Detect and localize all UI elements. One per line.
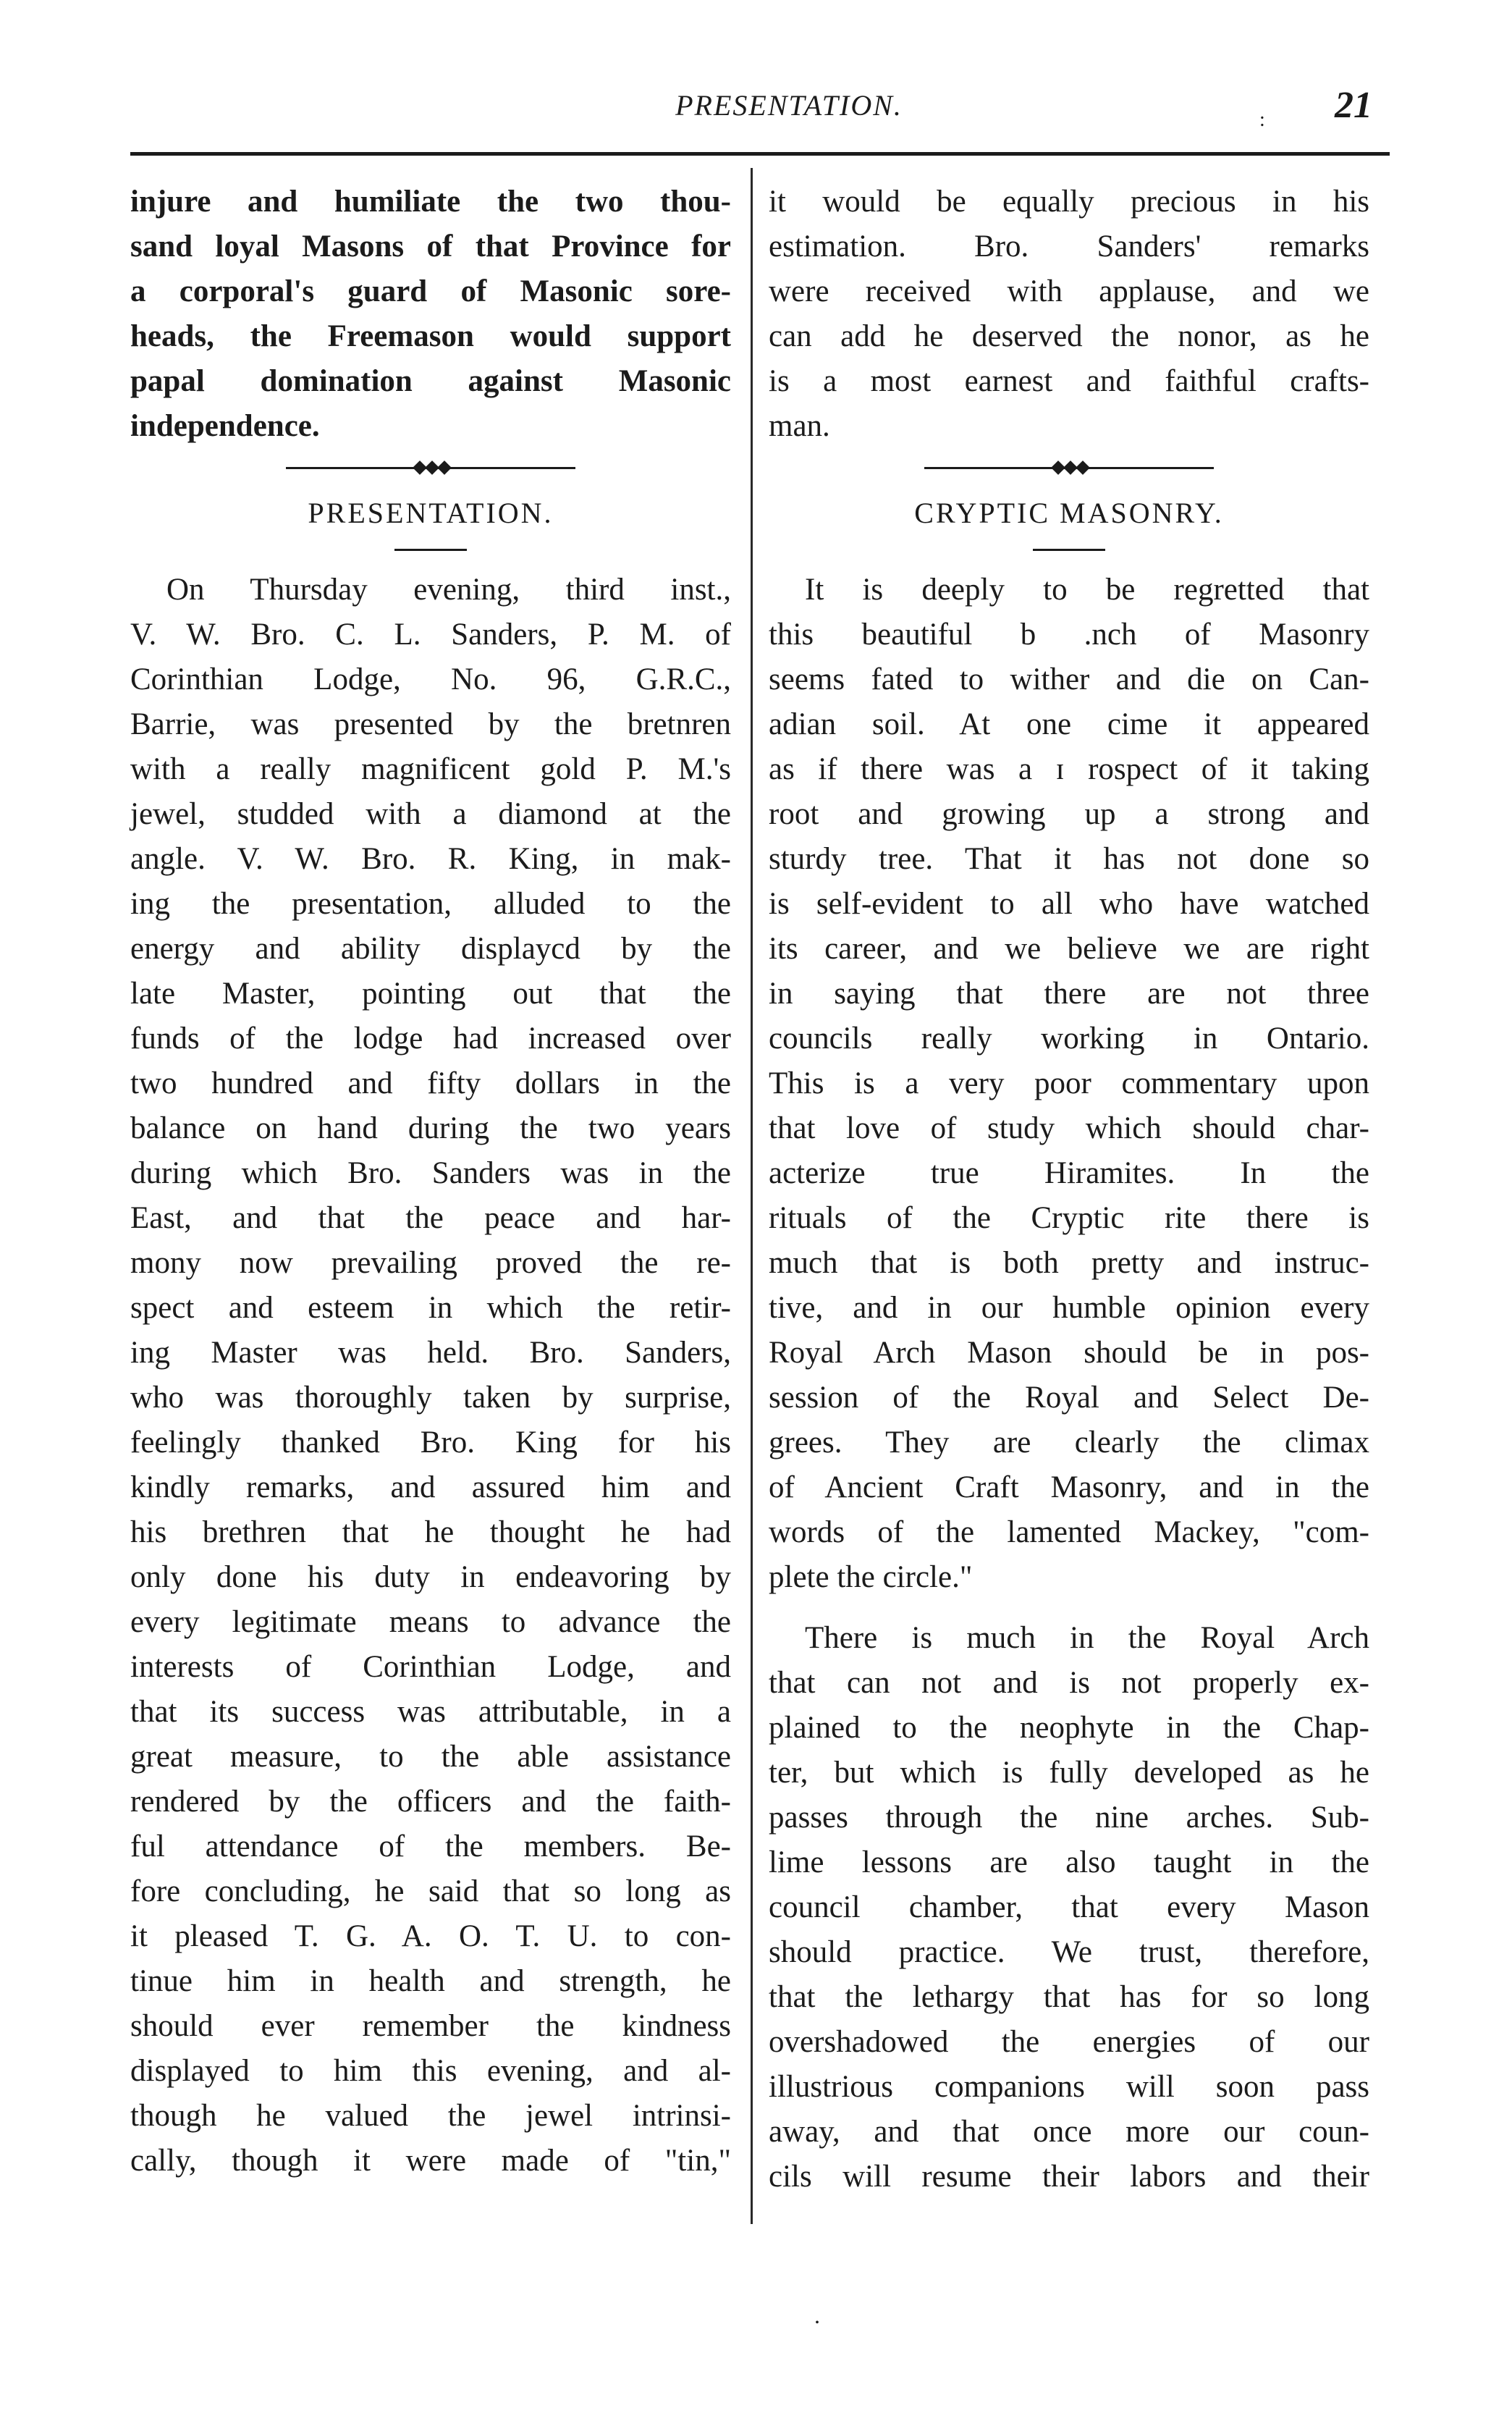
text-line: independence. (130, 409, 320, 443)
text-line: that the lethargy that has for so long (769, 1980, 1369, 2014)
text-line: councils really working in Ontario. (769, 1022, 1369, 1056)
text-line: Corinthian Lodge, No. 96, G.R.C., (130, 662, 731, 696)
text-line: should practice. We trust, therefore, (769, 1935, 1369, 1969)
text-line: with a really magnificent gold P. M.'s (130, 752, 731, 786)
text-line: This is a very poor commentary upon (769, 1066, 1369, 1100)
running-title: PRESENTATION. (675, 89, 903, 122)
continued-paragraph (769, 180, 1369, 449)
text-line: mony now prevailing proved the re- (130, 1246, 731, 1280)
text-line: ing the presentation, alluded to the (130, 887, 731, 921)
text-line: East, and that the peace and har- (130, 1201, 731, 1235)
text-line: its career, and we believe we are right (769, 932, 1369, 966)
text-line: council chamber, that every Mason (769, 1890, 1369, 1924)
right-column (769, 180, 1369, 2199)
text-line: angle. V. W. Bro. R. King, in mak- (130, 842, 731, 876)
text-line: great measure, to the able assistance (130, 1740, 731, 1774)
running-head (130, 85, 1390, 132)
running-head-mark: : (1259, 109, 1265, 131)
text-line: passes through the nine arches. Sub- (769, 1801, 1369, 1835)
text-line: cally, though it were made of "tin," (130, 2144, 731, 2178)
text-line: it pleased T. G. A. O. T. U. to con- (130, 1919, 731, 1953)
text-line: session of the Royal and Select De- (769, 1381, 1369, 1415)
text-line: this beautiful b .nch of Masonry (769, 618, 1369, 652)
text-line: plained to the neophyte in the Chap- (769, 1711, 1369, 1745)
text-line: who was thoroughly taken by surprise, (130, 1381, 731, 1415)
cryptic-paragraph-2 (769, 1616, 1369, 2199)
section-heading: CRYPTIC MASONRY. (914, 497, 1224, 529)
text-line: sturdy tree. That it has not done so (769, 842, 1369, 876)
text-line: words of the lamented Mackey, "com- (769, 1515, 1369, 1549)
presentation-paragraph (130, 568, 731, 2184)
text-line: ing Master was held. Bro. Sanders, (130, 1336, 731, 1370)
text-line: funds of the lodge had increased over (130, 1022, 731, 1056)
text-line: balance on hand during the two years (130, 1111, 731, 1145)
text-line: sand loyal Masons of that Province for (130, 229, 731, 264)
text-line: ter, but which is fully developed as he (769, 1756, 1369, 1790)
text-line: There is much in the Royal Arch (805, 1621, 1369, 1655)
text-line: lime lessons are also taught in the (769, 1845, 1369, 1879)
column-divider (751, 168, 753, 2224)
text-line: in saying that there are not three (769, 977, 1369, 1011)
text-line: Royal Arch Mason should be in pos- (769, 1336, 1369, 1370)
text-line: heads, the Freemason would support (130, 319, 731, 353)
text-line: V. W. Bro. C. L. Sanders, P. M. of (130, 618, 731, 652)
heading-rule (769, 539, 1369, 568)
text-line: tive, and in our humble opinion every (769, 1291, 1369, 1325)
text-line: energy and ability displaycd by the (130, 932, 731, 966)
text-line: a corporal's guard of Masonic sore- (130, 274, 731, 308)
text-line: feelingly thanked Bro. King for his (130, 1426, 731, 1460)
text-line: during which Bro. Sanders was in the (130, 1156, 731, 1190)
section-ornament (769, 449, 1369, 488)
text-line: It is deeply to be regretted that (805, 573, 1369, 607)
section-heading: PRESENTATION. (308, 497, 554, 529)
text-line: jewel, studded with a diamond at the (130, 797, 731, 831)
footer-mark: . (814, 2302, 820, 2328)
text-line: plete the circle." (769, 1560, 973, 1594)
text-line: spect and esteem in which the retir- (130, 1291, 731, 1325)
text-line: away, and that once more our coun- (769, 2115, 1369, 2149)
text-line: Barrie, was presented by the bretnren (130, 707, 731, 741)
text-line: acterize true Hiramites. In the (769, 1156, 1369, 1190)
text-line: that its success was attributable, in a (130, 1695, 731, 1729)
text-line: should ever remember the kindness (130, 2009, 731, 2043)
header-rule (130, 152, 1390, 156)
section-ornament (130, 449, 731, 488)
text-line: late Master, pointing out that the (130, 977, 731, 1011)
text-line: overshadowed the energies of our (769, 2025, 1369, 2059)
text-line: two hundred and fifty dollars in the (130, 1066, 731, 1100)
text-line: were received with applause, and we (769, 274, 1369, 308)
text-line: as if there was a ɪ rospect of it taking (769, 752, 1369, 786)
text-line: only done his duty in endeavoring by (130, 1560, 731, 1594)
text-line: rendered by the officers and the faith- (130, 1785, 731, 1819)
text-line: displayed to him this evening, and al- (130, 2054, 731, 2088)
text-line: estimation. Bro. Sanders' remarks (769, 229, 1369, 264)
text-line: illustrious companions will soon pass (769, 2070, 1369, 2104)
text-line: tinue him in health and strength, he (130, 1964, 731, 1998)
left-column (130, 180, 731, 2184)
text-line: can add he deserved the nonor, as he (769, 319, 1369, 353)
text-line: that can not and is not properly ex- (769, 1666, 1369, 1700)
text-line: kindly remarks, and assured him and (130, 1470, 731, 1504)
heading-rule (130, 539, 731, 568)
text-line: of Ancient Craft Masonry, and in the (769, 1470, 1369, 1504)
text-line: is self-evident to all who have watched (769, 887, 1369, 921)
page-number: 21 (1335, 85, 1372, 126)
text-line: though he valued the jewel intrinsi- (130, 2099, 731, 2133)
text-line: man. (769, 409, 830, 443)
continued-paragraph (130, 180, 731, 449)
text-line: adian soil. At one cime it appeared (769, 707, 1369, 741)
text-line: fore concluding, he said that so long as (130, 1874, 731, 1908)
text-line: cils will resume their labors and their (769, 2160, 1369, 2194)
text-line: On Thursday evening, third inst., (166, 573, 731, 607)
text-line: much that is both pretty and instruc- (769, 1246, 1369, 1280)
text-line: rituals of the Cryptic rite there is (769, 1201, 1369, 1235)
text-line: his brethren that he thought he had (130, 1515, 731, 1549)
cryptic-paragraph-1 (769, 568, 1369, 1600)
text-line: is a most earnest and faithful crafts- (769, 364, 1369, 398)
text-line: grees. They are clearly the climax (769, 1426, 1369, 1460)
text-line: injure and humiliate the two thou- (130, 185, 731, 219)
text-line: every legitimate means to advance the (130, 1605, 731, 1639)
text-line: seems fated to wither and die on Can- (769, 662, 1369, 696)
text-line: it would be equally precious in his (769, 185, 1369, 219)
text-line: that love of study which should char- (769, 1111, 1369, 1145)
text-line: ful attendance of the members. Be- (130, 1829, 731, 1864)
text-line: interests of Corinthian Lodge, and (130, 1650, 731, 1684)
text-line: root and growing up a strong and (769, 797, 1369, 831)
text-line: papal domination against Masonic (130, 364, 731, 398)
